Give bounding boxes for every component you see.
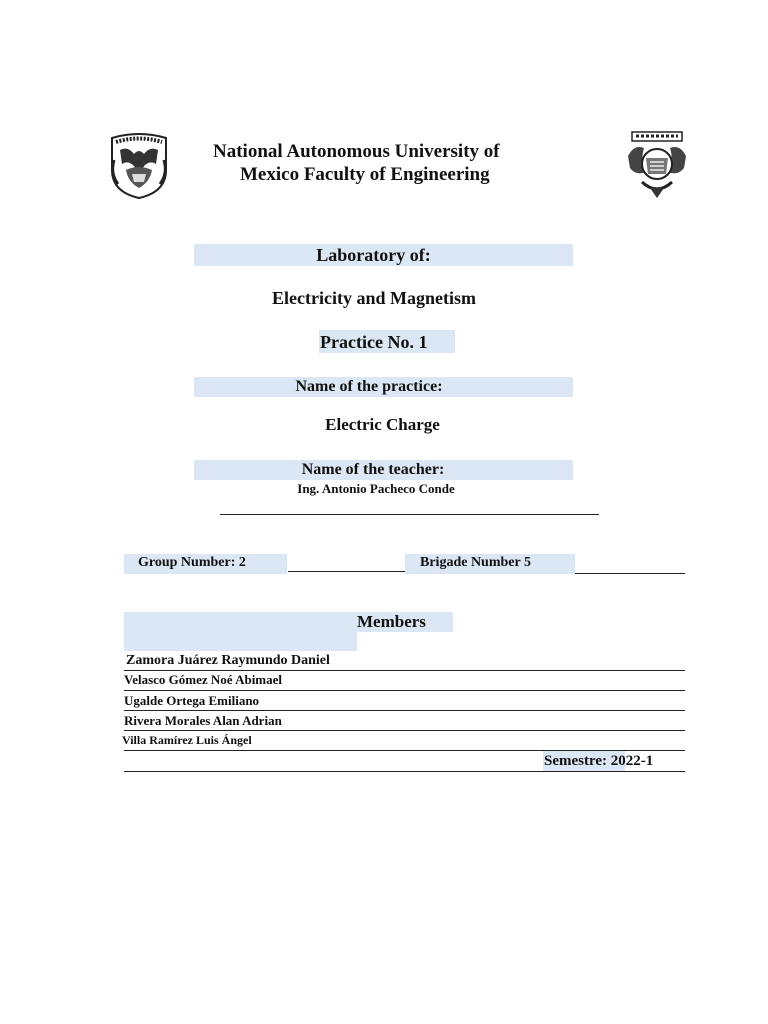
practice-number: Practice No. 1 [320, 332, 428, 352]
university-title-line-1: National Autonomous University of [213, 141, 500, 162]
brigade-number: Brigade Number 5 [420, 555, 531, 570]
subject-title: Electricity and Magnetism [272, 288, 476, 308]
member-row-2: Velasco Gómez Noé Abimael [124, 672, 283, 687]
member-row-1: Zamora Juárez Raymundo Daniel [126, 653, 330, 668]
university-title [190, 140, 550, 186]
members-band-left [124, 612, 357, 651]
teacher-name: Ing. Antonio Pacheco Conde [297, 481, 455, 496]
members-heading: Members [357, 612, 426, 631]
group-number: Group Number: 2 [138, 555, 246, 570]
member-row-4: Rivera Morales Alan Adrian [124, 713, 282, 728]
practice-name-label: Name of the practice: [295, 378, 443, 395]
unam-seal-logo [106, 130, 172, 200]
group-underline [288, 571, 405, 572]
university-title-line-2: Mexico Faculty of Engineering [240, 164, 490, 185]
laboratory-label: Laboratory of: [316, 245, 431, 265]
brigade-underline [575, 573, 685, 574]
semester: Semestre: 2022-1 [544, 753, 654, 769]
teacher-label: Name of the teacher: [301, 461, 445, 478]
teacher-signature-line [220, 514, 599, 515]
member-row-5: Villa Ramírez Luis Ángel [122, 733, 252, 747]
ingenieria-seal-logo [624, 130, 690, 200]
semester-line [124, 771, 685, 772]
practice-name: Electric Charge [325, 415, 440, 434]
member-row-3: Ugalde Ortega Emiliano [124, 693, 260, 708]
